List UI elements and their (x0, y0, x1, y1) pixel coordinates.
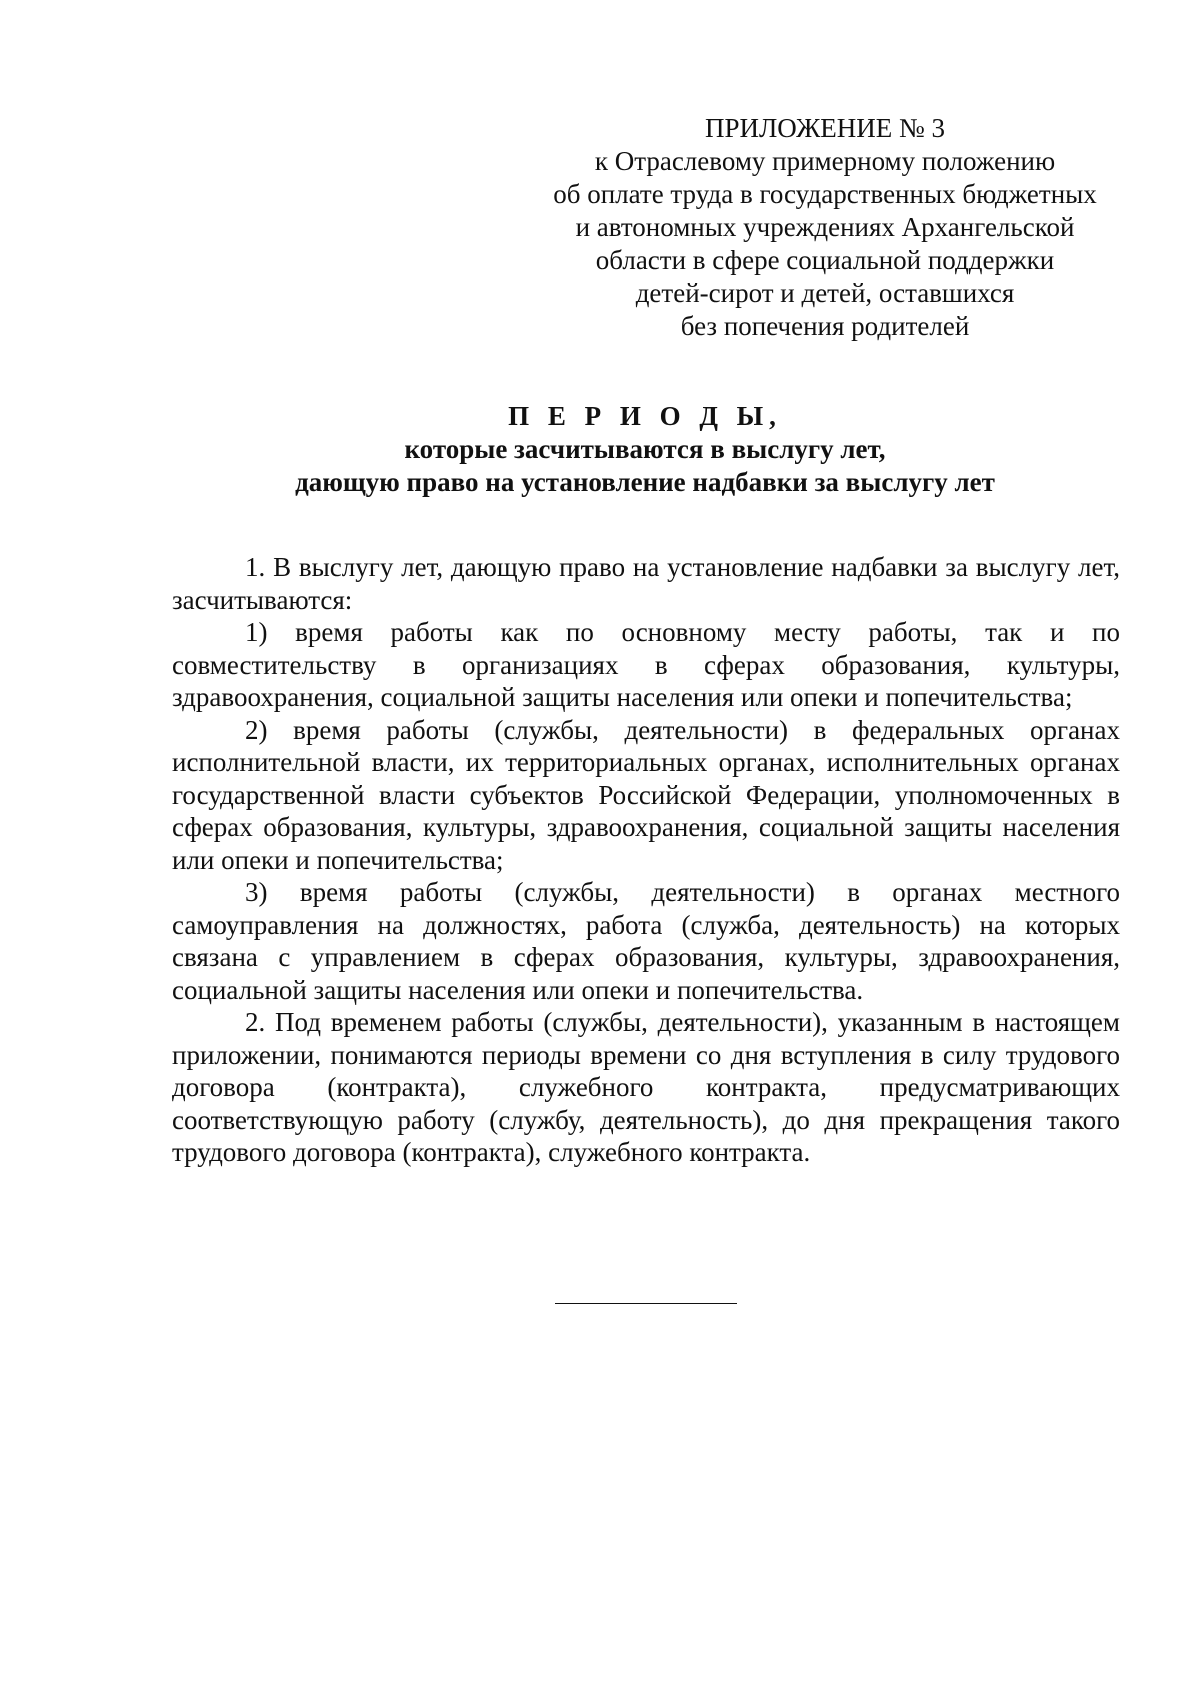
heading-subtitle: которые засчитываются в выслугу лет, (404, 434, 886, 464)
document-body (172, 551, 1120, 1169)
paragraph: 3) время работы (службы, деятельности) в органах местного самоуправления на должностях, работа (служба, деятельность) на которых связана с управлением в сферах образования, культуры, здравоохранения, социальной защиты населения или опеки и попечительства. (172, 877, 1120, 1005)
appendix-subtitle-line: без попечения родителей (680, 311, 970, 341)
appendix-subtitle-line: детей-сирот и детей, оставшихся (635, 278, 1015, 308)
paragraph: 2) время работы (службы, деятельности) в федеральных органах исполнительной власти, их территориальных органах, исполнительных органах государственной власти субъектов Российской Федерации, уполномоченных в сферах образования, культуры, здравоохранения, социальной защиты населения или опеки и попечительства; (172, 714, 1120, 875)
document-heading (150, 400, 1140, 499)
appendix-number: ПРИЛОЖЕНИЕ № 3 (704, 113, 946, 143)
paragraph: 2. Под временем работы (службы, деятельности), указанным в настоящем приложении, понимаются периоды времени со дня вступления в силу трудового договора (контракта), служебного контракта, предусматривающих соответствующую работу (службу, деятельность), до дня прекращения такого трудового договора (контракта), служебного контракта. (172, 1007, 1120, 1167)
appendix-subtitle-line: и автономных учреждениях Архангельской (575, 212, 1075, 242)
end-separator-line (555, 1303, 737, 1304)
heading-subtitle: дающую право на установление надбавки за выслугу лет (295, 467, 995, 497)
appendix-subtitle-line: об оплате труда в государственных бюджетных (553, 179, 1097, 209)
appendix-header (530, 112, 1120, 343)
appendix-subtitle-line: области в сфере социальной поддержки (595, 245, 1055, 275)
appendix-subtitle-line: к Отраслевому примерному положению (594, 146, 1056, 176)
paragraph: 1. В выслугу лет, дающую право на установление надбавки за выслугу лет, засчитываются: (172, 552, 1120, 615)
heading-title: П Е Р И О Д Ы, (508, 401, 782, 431)
paragraph: 1) время работы как по основному месту работы, так и по совместительству в организациях в сферах образования, культуры, здравоохранения, социальной защиты населения или опеки и попечительства; (172, 617, 1120, 712)
